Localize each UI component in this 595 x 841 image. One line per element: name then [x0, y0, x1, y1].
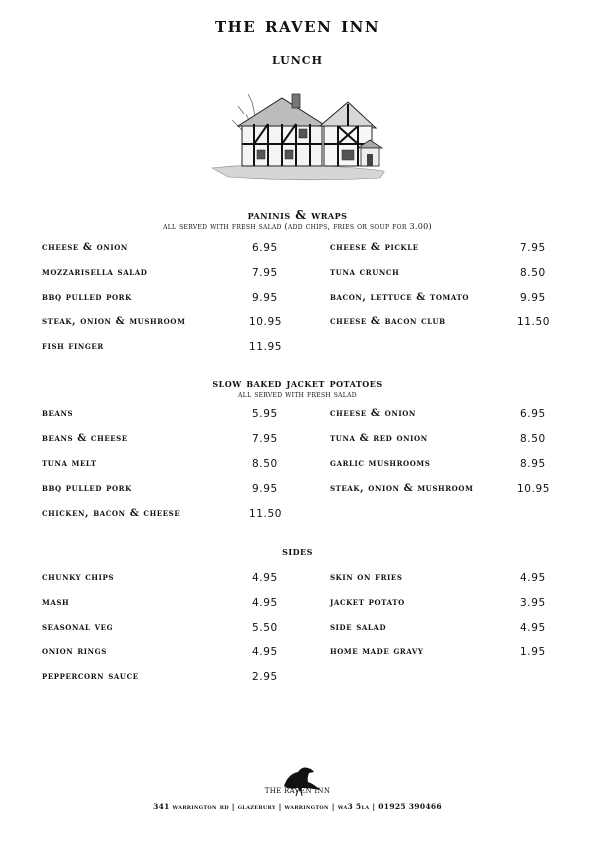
- menu-item-price: 8.50: [252, 458, 278, 470]
- menu-item-name: tuna melt: [42, 458, 97, 469]
- section-note-jacket-potatoes: all served with fresh salad: [238, 390, 357, 399]
- menu-item-name: bacon, lettuce & tomato: [330, 292, 470, 303]
- menu-item-name: onion rings: [42, 646, 107, 657]
- menu-item-price: 3.95: [520, 597, 546, 609]
- menu-item-price: 7.95: [252, 433, 278, 445]
- section-heading-sides: sides: [282, 544, 313, 558]
- section-note-paninis: all served with fresh salad (add chips, fries or soup for 3.00): [163, 222, 432, 231]
- menu-item-name: home made gravy: [330, 646, 424, 657]
- menu-item-name: fish finger: [42, 341, 104, 352]
- menu-item-price: 11.95: [249, 341, 283, 353]
- menu-item-name: mozzarisella salad: [42, 267, 148, 278]
- menu-item-price: 9.95: [520, 292, 546, 304]
- menu-item-price: 5.95: [252, 408, 278, 420]
- menu-item-name: skin on fries: [330, 572, 403, 583]
- menu-item-name: cheese & onion: [42, 242, 128, 253]
- section-heading-jacket-potatoes: slow baked jacket potatoes: [212, 376, 383, 390]
- menu-item-price: 7.95: [252, 267, 278, 279]
- menu-item-price: 8.95: [520, 458, 546, 470]
- menu-item-price: 2.95: [252, 671, 278, 683]
- menu-item-price: 6.95: [252, 242, 278, 254]
- menu-item-name: tuna & red onion: [330, 433, 428, 444]
- menu-item-name: bbq pulled pork: [42, 483, 132, 494]
- menu-item-name: steak, onion & mushroom: [42, 316, 186, 327]
- menu-item-price: 10.95: [249, 316, 283, 328]
- menu-item-price: 10.95: [517, 483, 551, 495]
- menu-item-price: 9.95: [252, 292, 278, 304]
- menu-item-name: beans: [42, 408, 74, 419]
- menu-item-price: 8.50: [520, 267, 546, 279]
- menu-item-name: steak, onion & mushroom: [330, 483, 474, 494]
- menu-item-price: 11.50: [517, 316, 551, 328]
- menu-item-name: cheese & pickle: [330, 242, 419, 253]
- menu-item-price: 7.95: [520, 242, 546, 254]
- menu-item-name: cheese & bacon club: [330, 316, 446, 327]
- menu-item-price: 4.95: [520, 572, 546, 584]
- menu-item-price: 4.95: [520, 622, 546, 634]
- menu-item-price: 4.95: [252, 597, 278, 609]
- menu-item-name: mash: [42, 597, 70, 608]
- menu-item-name: bbq pulled pork: [42, 292, 132, 303]
- menu-item-price: 1.95: [520, 646, 546, 658]
- menu-item-price: 4.95: [252, 572, 278, 584]
- menu-item-name: cheese & onion: [330, 408, 416, 419]
- menu-item-name: jacket potato: [330, 597, 405, 608]
- menu-item-price: 11.50: [249, 508, 283, 520]
- footer-logo-text: THE RAVEN INN: [264, 787, 331, 795]
- menu-item-name: peppercorn sauce: [42, 671, 139, 682]
- menu-item-price: 5.50: [252, 622, 278, 634]
- menu-item-name: garlic mushrooms: [330, 458, 431, 469]
- section-heading-paninis: paninis & wraps: [247, 208, 348, 222]
- menu-item-name: side salad: [330, 622, 387, 633]
- inn-illustration: [208, 84, 386, 184]
- menu-item-name: beans & cheese: [42, 433, 128, 444]
- menu-subtitle: lunch: [272, 50, 323, 68]
- menu-item-price: 6.95: [520, 408, 546, 420]
- menu-item-name: chicken, bacon & cheese: [42, 508, 181, 519]
- menu-item-price: 4.95: [252, 646, 278, 658]
- menu-title: the raven inn: [214, 12, 381, 37]
- menu-item-name: chunky chips: [42, 572, 115, 583]
- menu-item-name: tuna crunch: [330, 267, 400, 278]
- footer-address: 341 warrington rd | glazebury | warrington | wa3 5la | 01925 390466: [153, 802, 442, 811]
- menu-item-name: seasonal veg: [42, 622, 114, 633]
- menu-item-price: 8.50: [520, 433, 546, 445]
- menu-item-price: 9.95: [252, 483, 278, 495]
